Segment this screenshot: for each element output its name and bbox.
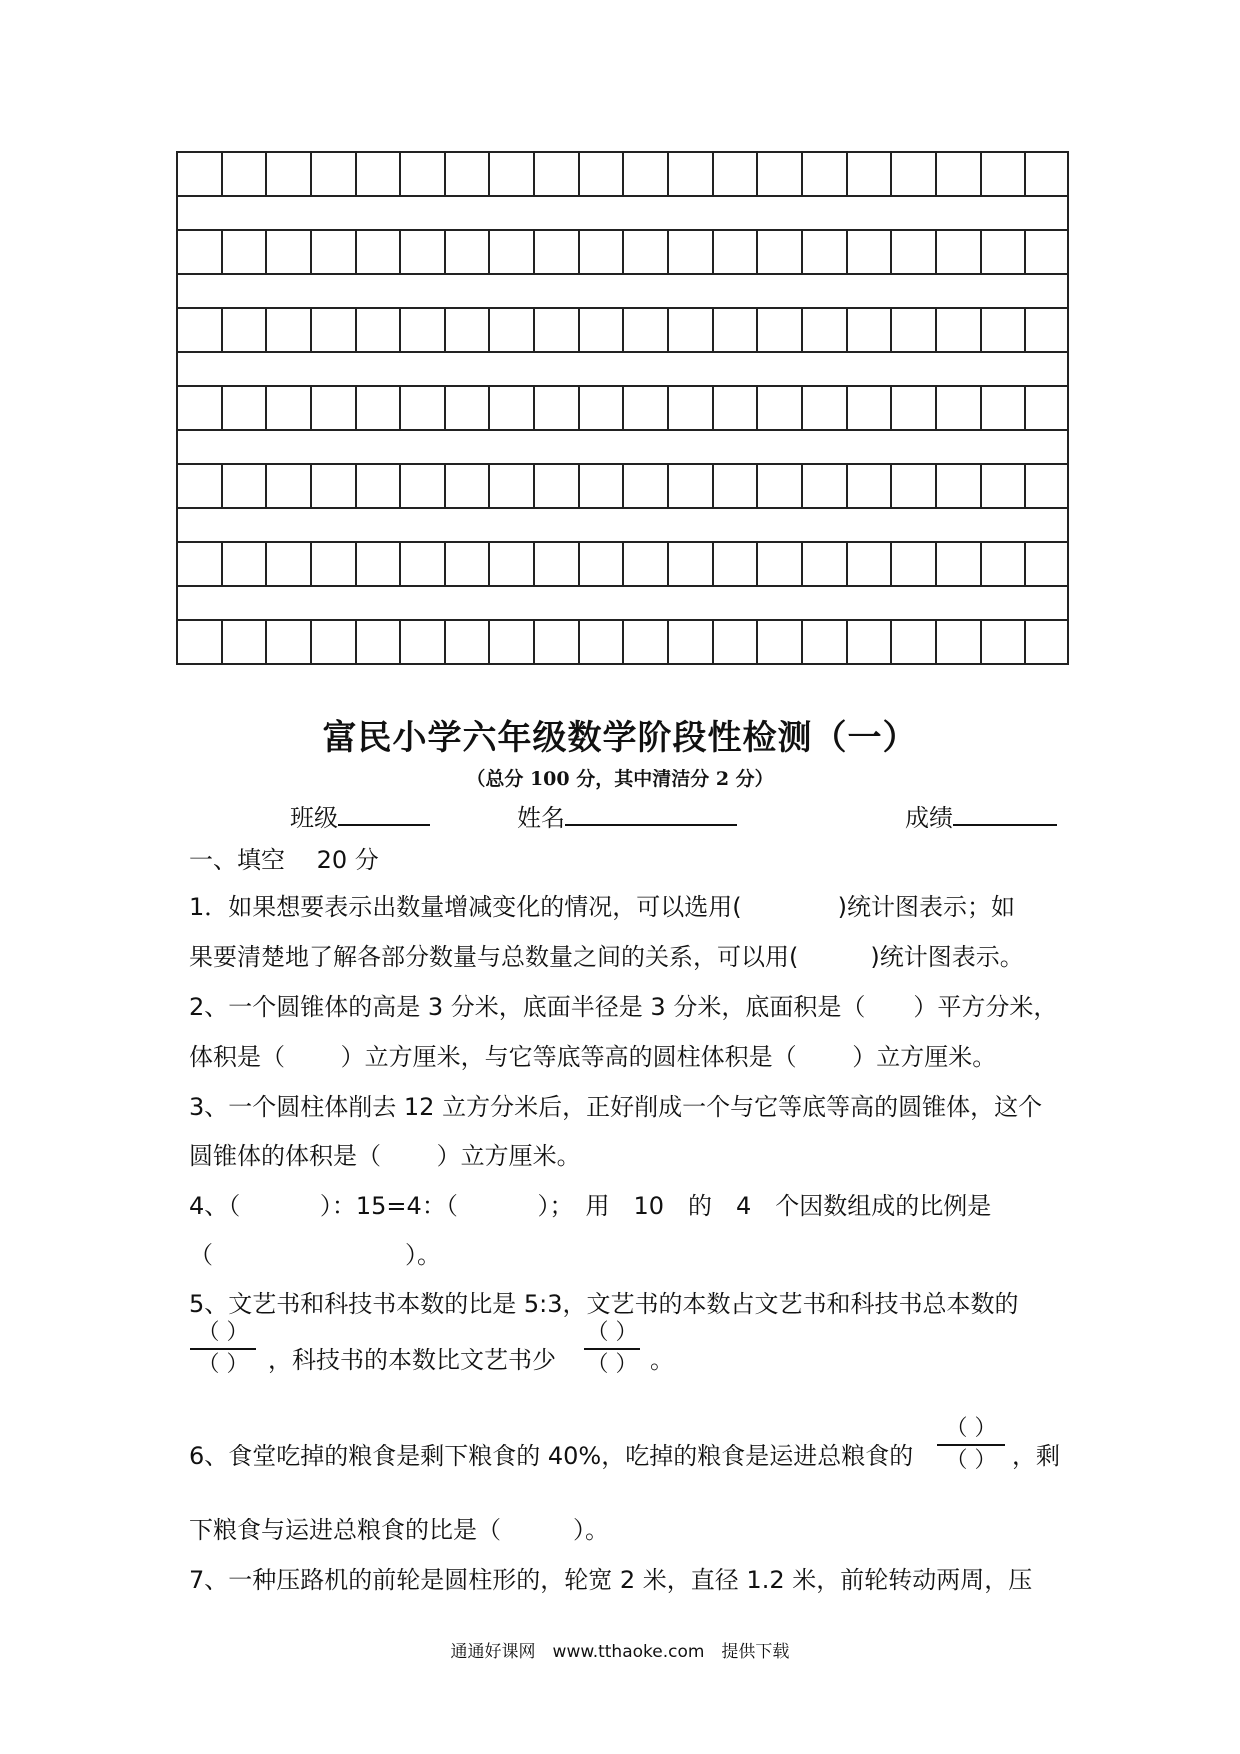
question-1-line-1: 1．如果想要表示出数量增减变化的情况，可以选用( )统计图表示；如 [189, 893, 1015, 921]
question-6-line-2: 下粮食与运进总粮食的比是（ ）。 [189, 1516, 609, 1544]
grid-cell [310, 385, 355, 429]
grid-cell [399, 385, 444, 429]
grid-cell [444, 151, 489, 195]
grid-cell [578, 151, 623, 195]
grid-cell [1024, 619, 1069, 663]
grid-cell [310, 619, 355, 663]
grid-cell [310, 229, 355, 273]
grid-cell [890, 619, 935, 663]
grid-cell [801, 541, 846, 585]
class-label: 班级 [290, 804, 338, 832]
grid-cell [801, 229, 846, 273]
grid-cell [578, 385, 623, 429]
score-field [905, 798, 1057, 833]
writing-grid [176, 151, 1069, 665]
score-blank [953, 800, 1057, 826]
grid-cell [399, 463, 444, 507]
grid-cell [176, 385, 221, 429]
grid-cell [399, 229, 444, 273]
grid-bottom-border [176, 663, 1069, 665]
grid-cell [622, 151, 667, 195]
fraction-numerator: （ ） [945, 1416, 997, 1441]
grid-cell [310, 151, 355, 195]
grid-cell [890, 541, 935, 585]
grid-cell [712, 307, 757, 351]
grid-cell [935, 385, 980, 429]
grid-cell [221, 229, 266, 273]
grid-cell [1024, 307, 1069, 351]
grid-cell [846, 541, 891, 585]
grid-cell [488, 541, 533, 585]
grid-cell [846, 385, 891, 429]
grid-cell [712, 463, 757, 507]
grid-row [176, 541, 1069, 585]
grid-cell [488, 385, 533, 429]
grid-cell [801, 463, 846, 507]
grid-cell [667, 463, 712, 507]
grid-cell [622, 307, 667, 351]
question-2-line-2: 体积是（ ）立方厘米，与它等底等高的圆柱体积是（ ）立方厘米。 [189, 1043, 997, 1071]
grid-cell [935, 229, 980, 273]
grid-gap [176, 585, 1069, 619]
grid-cell [310, 463, 355, 507]
section-heading: 一、填空 20 分 [189, 846, 379, 874]
grid-cell [846, 619, 891, 663]
question-1-line-2: 果要清楚地了解各部分数量与总数量之间的关系，可以用( )统计图表示。 [189, 943, 1024, 971]
grid-cell [533, 619, 578, 663]
grid-cell [444, 619, 489, 663]
footer-credit: 通通好课网 www.tthaoke.com 提供下载 [450, 1642, 790, 1662]
grid-cell [756, 151, 801, 195]
grid-cell [667, 541, 712, 585]
grid-cell [355, 307, 400, 351]
name-field [517, 798, 737, 833]
grid-cell [667, 385, 712, 429]
grid-cell [488, 229, 533, 273]
grid-cell [221, 619, 266, 663]
grid-cell [533, 229, 578, 273]
grid-cell [801, 385, 846, 429]
question-5-line-2: ，科技书的本数比文艺书少 [268, 1346, 556, 1374]
grid-cell [355, 541, 400, 585]
class-blank [338, 800, 430, 826]
grid-cell [712, 385, 757, 429]
name-blank [565, 800, 737, 826]
grid-gap [176, 507, 1069, 541]
grid-cell [1024, 541, 1069, 585]
question-6-end: ，剩 [1012, 1442, 1060, 1470]
question-7-line-1: 7、一种压路机的前轮是圆柱形的，轮宽 2 米，直径 1.2 米，前轮转动两周，压 [189, 1566, 1033, 1594]
fraction-denominator: （ ） [197, 1352, 249, 1377]
grid-cell [622, 229, 667, 273]
grid-cell [176, 229, 221, 273]
grid-cell [980, 463, 1025, 507]
fraction-denominator: （ ） [586, 1352, 638, 1377]
grid-row [176, 463, 1069, 507]
grid-cell [355, 619, 400, 663]
grid-cell [935, 307, 980, 351]
grid-cell [801, 307, 846, 351]
grid-cell [890, 307, 935, 351]
grid-cell [1024, 463, 1069, 507]
page-title: 富民小学六年级数学阶段性检测（一） [322, 718, 918, 758]
grid-cell [176, 307, 221, 351]
grid-row [176, 151, 1069, 195]
grid-cell [578, 541, 623, 585]
grid-cell [846, 307, 891, 351]
grid-cell [355, 229, 400, 273]
grid-cell [533, 307, 578, 351]
grid-cell [667, 619, 712, 663]
grid-cell [265, 385, 310, 429]
grid-cell [221, 385, 266, 429]
grid-cell [980, 307, 1025, 351]
grid-cell [399, 541, 444, 585]
grid-cell [533, 541, 578, 585]
grid-cell [980, 151, 1025, 195]
grid-cell [444, 541, 489, 585]
grid-cell [890, 229, 935, 273]
grid-cell [801, 151, 846, 195]
grid-gap [176, 429, 1069, 463]
grid-cell [355, 151, 400, 195]
grid-cell [846, 229, 891, 273]
grid-cell [444, 307, 489, 351]
question-3-line-2: 圆锥体的体积是（ ）立方厘米。 [189, 1142, 581, 1170]
grid-cell [756, 619, 801, 663]
question-6-line-1: 6、食堂吃掉的粮食是剩下粮食的 40%，吃掉的粮食是运进总粮食的 [189, 1442, 914, 1470]
grid-cell [1024, 385, 1069, 429]
grid-cell [444, 463, 489, 507]
grid-cell [712, 541, 757, 585]
grid-cell [1024, 151, 1069, 195]
grid-cell [265, 541, 310, 585]
grid-cell [176, 619, 221, 663]
grid-cell [176, 463, 221, 507]
fraction-numerator: （ ） [197, 1320, 249, 1345]
grid-cell [712, 229, 757, 273]
grid-cell [935, 463, 980, 507]
grid-cell [846, 151, 891, 195]
grid-cell [712, 619, 757, 663]
grid-gap [176, 195, 1069, 229]
grid-cell [756, 385, 801, 429]
grid-row [176, 385, 1069, 429]
grid-row [176, 229, 1069, 273]
question-4-line-2: （ ）。 [189, 1241, 441, 1269]
grid-cell [533, 385, 578, 429]
grid-cell [890, 463, 935, 507]
page-subtitle: （总分 100 分，其中清洁分 2 分） [466, 768, 774, 790]
grid-cell [488, 463, 533, 507]
grid-cell [265, 151, 310, 195]
grid-cell [890, 385, 935, 429]
grid-cell [712, 151, 757, 195]
grid-row [176, 307, 1069, 351]
grid-cell [980, 385, 1025, 429]
grid-cell [399, 619, 444, 663]
score-label: 成绩 [905, 804, 953, 832]
grid-cell [622, 619, 667, 663]
grid-cell [756, 541, 801, 585]
grid-cell [310, 541, 355, 585]
grid-cell [622, 541, 667, 585]
grid-cell [399, 307, 444, 351]
grid-cell [221, 307, 266, 351]
grid-cell [221, 541, 266, 585]
grid-cell [756, 307, 801, 351]
grid-cell [444, 385, 489, 429]
grid-cell [935, 151, 980, 195]
class-field [290, 798, 430, 833]
grid-cell [667, 151, 712, 195]
grid-cell [444, 229, 489, 273]
grid-cell [1024, 229, 1069, 273]
grid-cell [533, 151, 578, 195]
grid-cell [980, 619, 1025, 663]
grid-cell [488, 151, 533, 195]
question-3-line-1: 3、一个圆柱体削去 12 立方分米后，正好削成一个与它等底等高的圆锥体，这个 [189, 1093, 1043, 1121]
grid-cell [221, 151, 266, 195]
grid-cell [667, 307, 712, 351]
grid-cell [622, 463, 667, 507]
grid-cell [980, 541, 1025, 585]
grid-cell [355, 463, 400, 507]
grid-cell [578, 229, 623, 273]
fraction-blank [937, 1414, 1005, 1476]
question-5-line-1: 5、文艺书和科技书本数的比是 5:3，文艺书的本数占文艺书和科技书总本数的 [189, 1290, 1019, 1318]
fraction-denominator: （ ） [945, 1448, 997, 1473]
grid-row [176, 619, 1069, 663]
grid-cell [221, 463, 266, 507]
grid-cell [935, 541, 980, 585]
grid-cell [935, 619, 980, 663]
grid-gap [176, 273, 1069, 307]
question-2-line-1: 2、一个圆锥体的高是 3 分米，底面半径是 3 分米，底面积是（ ）平方分米， [189, 993, 1058, 1021]
grid-cell [488, 619, 533, 663]
grid-cell [265, 619, 310, 663]
fraction-blank [190, 1318, 256, 1380]
grid-cell [756, 229, 801, 273]
fraction-numerator: （ ） [586, 1320, 638, 1345]
grid-cell [310, 307, 355, 351]
grid-cell [355, 385, 400, 429]
grid-cell [756, 463, 801, 507]
grid-cell [578, 307, 623, 351]
fraction-blank [584, 1318, 640, 1380]
grid-cell [578, 463, 623, 507]
grid-cell [265, 463, 310, 507]
grid-cell [265, 229, 310, 273]
grid-cell [488, 307, 533, 351]
grid-cell [890, 151, 935, 195]
grid-cell [980, 229, 1025, 273]
grid-cell [578, 619, 623, 663]
grid-cell [533, 463, 578, 507]
question-4-line-1: 4、（ ）：15=4：（ ）； 用 10 的 4 个因数组成的比例是 [189, 1192, 992, 1220]
name-label: 姓名 [517, 804, 565, 832]
grid-cell [801, 619, 846, 663]
grid-cell [265, 307, 310, 351]
grid-cell [667, 229, 712, 273]
grid-cell [399, 151, 444, 195]
grid-cell [846, 463, 891, 507]
grid-cell [622, 385, 667, 429]
grid-cell [176, 151, 221, 195]
question-5-end: 。 [650, 1346, 674, 1374]
grid-cell [176, 541, 221, 585]
grid-gap [176, 351, 1069, 385]
